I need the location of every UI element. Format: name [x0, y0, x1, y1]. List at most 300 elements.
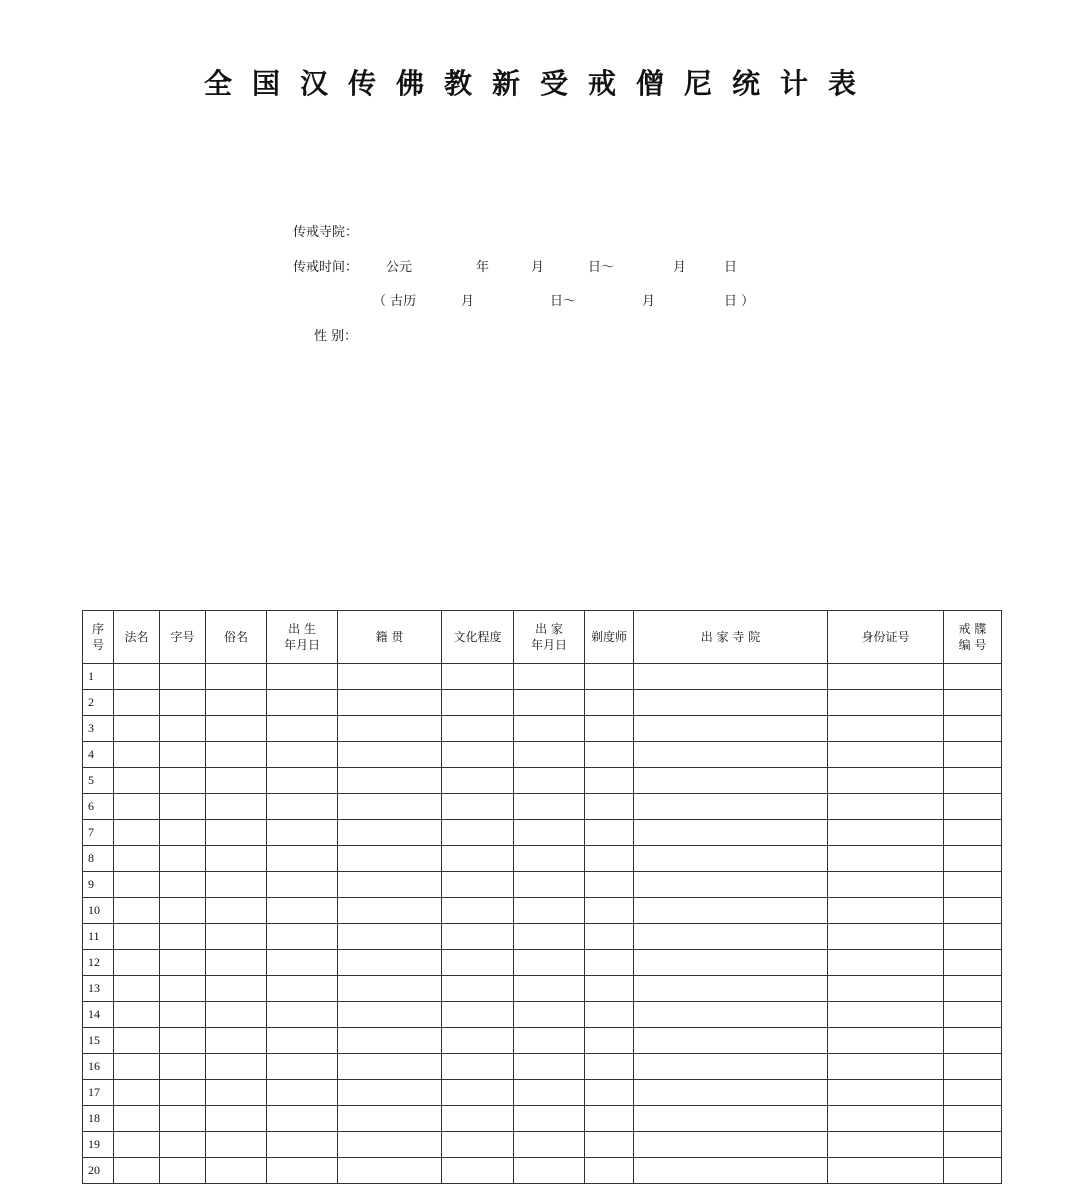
- table-cell[interactable]: [828, 1002, 944, 1028]
- table-cell[interactable]: [206, 690, 267, 716]
- table-cell[interactable]: [206, 872, 267, 898]
- gender-label: 性 别：: [314, 329, 358, 344]
- column-header-text: 序: [91, 622, 104, 636]
- table-cell[interactable]: [634, 898, 828, 924]
- table-cell[interactable]: [828, 1132, 944, 1158]
- table-cell[interactable]: [338, 1080, 442, 1106]
- table-cell[interactable]: [944, 846, 1002, 872]
- table-cell[interactable]: [114, 794, 160, 820]
- table-cell[interactable]: [944, 976, 1002, 1002]
- table-row: [83, 924, 1002, 950]
- table-cell[interactable]: [585, 664, 634, 690]
- table-cell[interactable]: [114, 976, 160, 1002]
- table-cell[interactable]: [634, 1054, 828, 1080]
- table-row: [83, 664, 1002, 690]
- table-cell[interactable]: [206, 1002, 267, 1028]
- table-cell[interactable]: [828, 872, 944, 898]
- table-cell[interactable]: [338, 1028, 442, 1054]
- row-number: 4: [83, 742, 114, 768]
- row-number: 11: [83, 924, 114, 950]
- table-cell[interactable]: [514, 1054, 585, 1080]
- table-row: [83, 1054, 1002, 1080]
- table-cell[interactable]: [828, 690, 944, 716]
- column-header: [114, 611, 160, 664]
- table-cell[interactable]: [206, 768, 267, 794]
- table-cell[interactable]: [267, 1106, 338, 1132]
- table-cell[interactable]: [828, 664, 944, 690]
- table-cell[interactable]: [828, 742, 944, 768]
- table-cell[interactable]: [160, 898, 206, 924]
- table-row: [83, 742, 1002, 768]
- table-cell[interactable]: [585, 1028, 634, 1054]
- table-cell[interactable]: [206, 664, 267, 690]
- table-cell[interactable]: [585, 950, 634, 976]
- table-cell[interactable]: [585, 872, 634, 898]
- row-number: 18: [83, 1106, 114, 1132]
- table-cell[interactable]: [267, 1054, 338, 1080]
- lunar-label: （ 古历: [373, 294, 417, 309]
- row-number: 15: [83, 1028, 114, 1054]
- table-cell[interactable]: [514, 898, 585, 924]
- statistics-table: [82, 610, 1002, 1184]
- table-cell[interactable]: [585, 768, 634, 794]
- table-cell[interactable]: [267, 690, 338, 716]
- table-cell[interactable]: [160, 690, 206, 716]
- table-cell[interactable]: [114, 716, 160, 742]
- table-cell[interactable]: [514, 820, 585, 846]
- table-cell[interactable]: [585, 716, 634, 742]
- table-cell[interactable]: [442, 742, 514, 768]
- column-header-text: 法名: [124, 630, 149, 644]
- table-cell[interactable]: [514, 976, 585, 1002]
- column-header: [828, 611, 944, 664]
- table-cell[interactable]: [442, 1132, 514, 1158]
- table-row: [83, 950, 1002, 976]
- table-cell[interactable]: [267, 742, 338, 768]
- table-cell[interactable]: [514, 716, 585, 742]
- column-header: [514, 611, 585, 664]
- table-cell[interactable]: [160, 1002, 206, 1028]
- table-cell[interactable]: [944, 768, 1002, 794]
- table-cell[interactable]: [338, 664, 442, 690]
- table-cell[interactable]: [634, 1158, 828, 1184]
- table-cell[interactable]: [585, 1002, 634, 1028]
- column-header-text: 俗名: [223, 630, 248, 644]
- column-header-text: 出 生: [288, 622, 316, 636]
- table-cell[interactable]: [828, 1080, 944, 1106]
- table-cell[interactable]: [442, 976, 514, 1002]
- table-cell[interactable]: [267, 976, 338, 1002]
- table-cell[interactable]: [114, 742, 160, 768]
- table-cell[interactable]: [114, 690, 160, 716]
- month-label: 月: [531, 260, 545, 275]
- page-title: 全国汉传佛教新受戒僧尼统计表: [203, 67, 876, 100]
- gregorian-label: 公元: [386, 260, 413, 275]
- column-header: [338, 611, 442, 664]
- table-cell[interactable]: [442, 950, 514, 976]
- table-cell[interactable]: [206, 1106, 267, 1132]
- table-row: [83, 1080, 1002, 1106]
- table-cell[interactable]: [944, 664, 1002, 690]
- table-row: [83, 1132, 1002, 1158]
- table-cell[interactable]: [634, 1028, 828, 1054]
- day-range-label: 日～: [588, 260, 615, 275]
- table-cell[interactable]: [514, 1028, 585, 1054]
- row-number: 7: [83, 820, 114, 846]
- table-cell[interactable]: [944, 898, 1002, 924]
- table-cell[interactable]: [828, 1054, 944, 1080]
- year-label: 年: [476, 260, 490, 275]
- lunar-day-range-label: 日～: [550, 294, 577, 309]
- table-cell[interactable]: [206, 1028, 267, 1054]
- table-cell[interactable]: [114, 950, 160, 976]
- table-cell[interactable]: [442, 1054, 514, 1080]
- table-cell[interactable]: [114, 768, 160, 794]
- table-cell[interactable]: [828, 794, 944, 820]
- table-cell[interactable]: [828, 976, 944, 1002]
- table-cell[interactable]: [514, 846, 585, 872]
- table-cell[interactable]: [828, 924, 944, 950]
- table-cell[interactable]: [267, 1158, 338, 1184]
- table-cell[interactable]: [442, 690, 514, 716]
- table-cell[interactable]: [944, 1002, 1002, 1028]
- table-cell[interactable]: [267, 1132, 338, 1158]
- table-cell[interactable]: [267, 716, 338, 742]
- table-cell[interactable]: [338, 716, 442, 742]
- table-cell[interactable]: [442, 820, 514, 846]
- table-cell[interactable]: [206, 1080, 267, 1106]
- lunar-end-month-label: 月: [642, 294, 656, 309]
- table-cell[interactable]: [114, 1106, 160, 1132]
- table-cell[interactable]: [828, 846, 944, 872]
- row-number: 2: [83, 690, 114, 716]
- table-header-row: [83, 611, 1002, 664]
- table-cell[interactable]: [828, 768, 944, 794]
- row-number: 10: [83, 898, 114, 924]
- row-number: 8: [83, 846, 114, 872]
- table-cell[interactable]: [338, 820, 442, 846]
- table-cell[interactable]: [160, 1158, 206, 1184]
- table-cell[interactable]: [828, 950, 944, 976]
- end-day-label: 日: [724, 260, 738, 275]
- table-cell[interactable]: [944, 1158, 1002, 1184]
- column-header-text: 文化程度: [453, 630, 502, 644]
- column-header-text: 籍 贯: [375, 630, 404, 644]
- table-cell[interactable]: [206, 1158, 267, 1184]
- table-cell[interactable]: [944, 872, 1002, 898]
- table-cell[interactable]: [114, 924, 160, 950]
- lunar-end-day-label: 日 ）: [724, 294, 755, 309]
- table-cell[interactable]: [514, 950, 585, 976]
- table-row: [83, 976, 1002, 1002]
- column-header: [206, 611, 267, 664]
- table-cell[interactable]: [267, 664, 338, 690]
- table-cell[interactable]: [634, 768, 828, 794]
- table-cell[interactable]: [160, 950, 206, 976]
- table-row: [83, 690, 1002, 716]
- table-cell[interactable]: [206, 1132, 267, 1158]
- table-cell[interactable]: [828, 898, 944, 924]
- table-cell[interactable]: [585, 924, 634, 950]
- column-header: [160, 611, 206, 664]
- table-cell[interactable]: [634, 924, 828, 950]
- table-cell[interactable]: [442, 1106, 514, 1132]
- table-cell[interactable]: [114, 1158, 160, 1184]
- table-cell[interactable]: [585, 846, 634, 872]
- table-row: [83, 820, 1002, 846]
- table-cell[interactable]: [267, 768, 338, 794]
- table-cell[interactable]: [338, 924, 442, 950]
- table-cell[interactable]: [634, 794, 828, 820]
- temple-label: 传戒寺院：: [293, 225, 359, 240]
- column-header: [442, 611, 514, 664]
- table-cell[interactable]: [944, 1054, 1002, 1080]
- column-header: [267, 611, 338, 664]
- table-cell[interactable]: [267, 872, 338, 898]
- table-cell[interactable]: [114, 898, 160, 924]
- column-header-text: 剃度师: [590, 630, 627, 644]
- table-cell[interactable]: [338, 768, 442, 794]
- row-number: 9: [83, 872, 114, 898]
- table-row: [83, 794, 1002, 820]
- table-cell[interactable]: [160, 924, 206, 950]
- table-cell[interactable]: [944, 716, 1002, 742]
- table-cell[interactable]: [634, 872, 828, 898]
- table-cell[interactable]: [442, 872, 514, 898]
- table-cell[interactable]: [338, 898, 442, 924]
- table-cell[interactable]: [160, 1028, 206, 1054]
- table-cell[interactable]: [114, 846, 160, 872]
- table-cell[interactable]: [442, 1080, 514, 1106]
- row-number: 6: [83, 794, 114, 820]
- table-cell[interactable]: [944, 742, 1002, 768]
- table-cell[interactable]: [206, 950, 267, 976]
- table-cell[interactable]: [267, 950, 338, 976]
- table-cell[interactable]: [514, 1106, 585, 1132]
- row-number: 12: [83, 950, 114, 976]
- table-row: [83, 1028, 1002, 1054]
- table-cell[interactable]: [585, 1054, 634, 1080]
- table-cell[interactable]: [160, 1132, 206, 1158]
- table-cell[interactable]: [634, 690, 828, 716]
- table-cell[interactable]: [944, 1080, 1002, 1106]
- row-number: 1: [83, 664, 114, 690]
- column-header-text: 字号: [170, 630, 195, 644]
- table-cell[interactable]: [585, 794, 634, 820]
- table-cell[interactable]: [585, 820, 634, 846]
- table-cell[interactable]: [206, 820, 267, 846]
- table-cell[interactable]: [114, 872, 160, 898]
- table-cell[interactable]: [514, 1002, 585, 1028]
- column-header: [944, 611, 1002, 664]
- table-cell[interactable]: [206, 898, 267, 924]
- table-cell[interactable]: [944, 1028, 1002, 1054]
- table-row: [83, 898, 1002, 924]
- table-cell[interactable]: [160, 1080, 206, 1106]
- table-cell[interactable]: [160, 976, 206, 1002]
- table-body: [83, 664, 1002, 1184]
- table-cell[interactable]: [514, 690, 585, 716]
- table-cell[interactable]: [585, 1106, 634, 1132]
- table-cell[interactable]: [160, 794, 206, 820]
- table-cell[interactable]: [160, 742, 206, 768]
- table-cell[interactable]: [944, 950, 1002, 976]
- table-cell[interactable]: [585, 1132, 634, 1158]
- table-cell[interactable]: [267, 1028, 338, 1054]
- table-cell[interactable]: [206, 716, 267, 742]
- table-cell[interactable]: [206, 846, 267, 872]
- table-cell[interactable]: [514, 742, 585, 768]
- table-cell[interactable]: [634, 664, 828, 690]
- table-cell[interactable]: [634, 950, 828, 976]
- table-cell[interactable]: [634, 1132, 828, 1158]
- row-number: 3: [83, 716, 114, 742]
- table-cell[interactable]: [442, 898, 514, 924]
- table-cell[interactable]: [442, 924, 514, 950]
- table-cell[interactable]: [114, 820, 160, 846]
- table-cell[interactable]: [585, 1158, 634, 1184]
- table-cell[interactable]: [585, 898, 634, 924]
- row-number: 19: [83, 1132, 114, 1158]
- table-cell[interactable]: [828, 1106, 944, 1132]
- table-cell[interactable]: [338, 742, 442, 768]
- table-row: [83, 768, 1002, 794]
- table-cell[interactable]: [828, 1158, 944, 1184]
- table-cell[interactable]: [267, 924, 338, 950]
- table-cell[interactable]: [634, 1080, 828, 1106]
- table-cell[interactable]: [114, 1132, 160, 1158]
- table-cell[interactable]: [634, 976, 828, 1002]
- table-cell[interactable]: [206, 1054, 267, 1080]
- table-cell[interactable]: [514, 872, 585, 898]
- table-cell[interactable]: [338, 1106, 442, 1132]
- table-cell[interactable]: [338, 1132, 442, 1158]
- table-cell[interactable]: [442, 768, 514, 794]
- table-cell[interactable]: [114, 664, 160, 690]
- table-cell[interactable]: [585, 1080, 634, 1106]
- row-number: 13: [83, 976, 114, 1002]
- table-cell[interactable]: [514, 1132, 585, 1158]
- table-cell[interactable]: [944, 794, 1002, 820]
- table-cell[interactable]: [160, 716, 206, 742]
- column-header-text: 编 号: [958, 638, 987, 652]
- table-cell[interactable]: [828, 716, 944, 742]
- table-cell[interactable]: [514, 664, 585, 690]
- table-cell[interactable]: [634, 716, 828, 742]
- table-cell[interactable]: [338, 950, 442, 976]
- table-cell[interactable]: [442, 846, 514, 872]
- column-header-text: 身份证号: [861, 630, 910, 644]
- table-cell[interactable]: [514, 924, 585, 950]
- table-cell[interactable]: [634, 820, 828, 846]
- table-row: [83, 846, 1002, 872]
- row-number: 16: [83, 1054, 114, 1080]
- table-cell[interactable]: [206, 976, 267, 1002]
- table-cell[interactable]: [634, 1106, 828, 1132]
- table-cell[interactable]: [267, 1002, 338, 1028]
- row-number: 5: [83, 768, 114, 794]
- table-row: [83, 1106, 1002, 1132]
- table-cell[interactable]: [267, 1080, 338, 1106]
- table-cell[interactable]: [267, 794, 338, 820]
- table-cell[interactable]: [634, 1002, 828, 1028]
- table-cell[interactable]: [514, 794, 585, 820]
- table-cell[interactable]: [160, 820, 206, 846]
- table-cell[interactable]: [442, 1028, 514, 1054]
- table-cell[interactable]: [944, 820, 1002, 846]
- table-cell[interactable]: [160, 872, 206, 898]
- table-cell[interactable]: [114, 1028, 160, 1054]
- table-cell[interactable]: [114, 1002, 160, 1028]
- table-cell[interactable]: [338, 1002, 442, 1028]
- column-header-text: 号: [91, 638, 104, 652]
- table-cell[interactable]: [442, 1002, 514, 1028]
- table-cell[interactable]: [944, 1106, 1002, 1132]
- table-cell[interactable]: [114, 1054, 160, 1080]
- table-cell[interactable]: [267, 820, 338, 846]
- table-cell[interactable]: [160, 846, 206, 872]
- end-month-label: 月: [673, 260, 687, 275]
- table-cell[interactable]: [267, 846, 338, 872]
- table-cell[interactable]: [442, 664, 514, 690]
- table-cell[interactable]: [206, 924, 267, 950]
- table-cell[interactable]: [585, 976, 634, 1002]
- table-cell[interactable]: [514, 1158, 585, 1184]
- table-cell[interactable]: [442, 1158, 514, 1184]
- table-cell[interactable]: [828, 820, 944, 846]
- table-cell[interactable]: [206, 794, 267, 820]
- table-cell[interactable]: [828, 1028, 944, 1054]
- table-cell[interactable]: [338, 976, 442, 1002]
- table-cell[interactable]: [160, 1106, 206, 1132]
- table-cell[interactable]: [585, 742, 634, 768]
- table-cell[interactable]: [338, 1054, 442, 1080]
- table-cell[interactable]: [442, 794, 514, 820]
- table-row: [83, 872, 1002, 898]
- table-cell[interactable]: [944, 924, 1002, 950]
- table-cell[interactable]: [338, 794, 442, 820]
- table-cell[interactable]: [338, 690, 442, 716]
- table-cell[interactable]: [514, 768, 585, 794]
- row-number: 14: [83, 1002, 114, 1028]
- row-number: 20: [83, 1158, 114, 1184]
- table-cell[interactable]: [634, 742, 828, 768]
- table-cell[interactable]: [160, 664, 206, 690]
- table-cell[interactable]: [442, 716, 514, 742]
- row-number: 17: [83, 1080, 114, 1106]
- table-cell[interactable]: [944, 1132, 1002, 1158]
- table-cell[interactable]: [514, 1080, 585, 1106]
- column-header-text: 出 家: [535, 622, 563, 636]
- table-cell[interactable]: [634, 846, 828, 872]
- column-header: [585, 611, 634, 664]
- table-cell[interactable]: [338, 1158, 442, 1184]
- column-header: [83, 611, 114, 664]
- table-cell[interactable]: [338, 872, 442, 898]
- table-cell[interactable]: [944, 690, 1002, 716]
- table-cell[interactable]: [160, 1054, 206, 1080]
- table-cell[interactable]: [206, 742, 267, 768]
- table-cell[interactable]: [114, 1080, 160, 1106]
- table-row: [83, 1158, 1002, 1184]
- table-cell[interactable]: [267, 898, 338, 924]
- table-cell[interactable]: [160, 768, 206, 794]
- column-header-text: 出 家 寺 院: [700, 630, 761, 644]
- table-cell[interactable]: [338, 846, 442, 872]
- table-cell[interactable]: [585, 690, 634, 716]
- column-header-text: 年月日: [283, 638, 320, 652]
- column-header: [634, 611, 828, 664]
